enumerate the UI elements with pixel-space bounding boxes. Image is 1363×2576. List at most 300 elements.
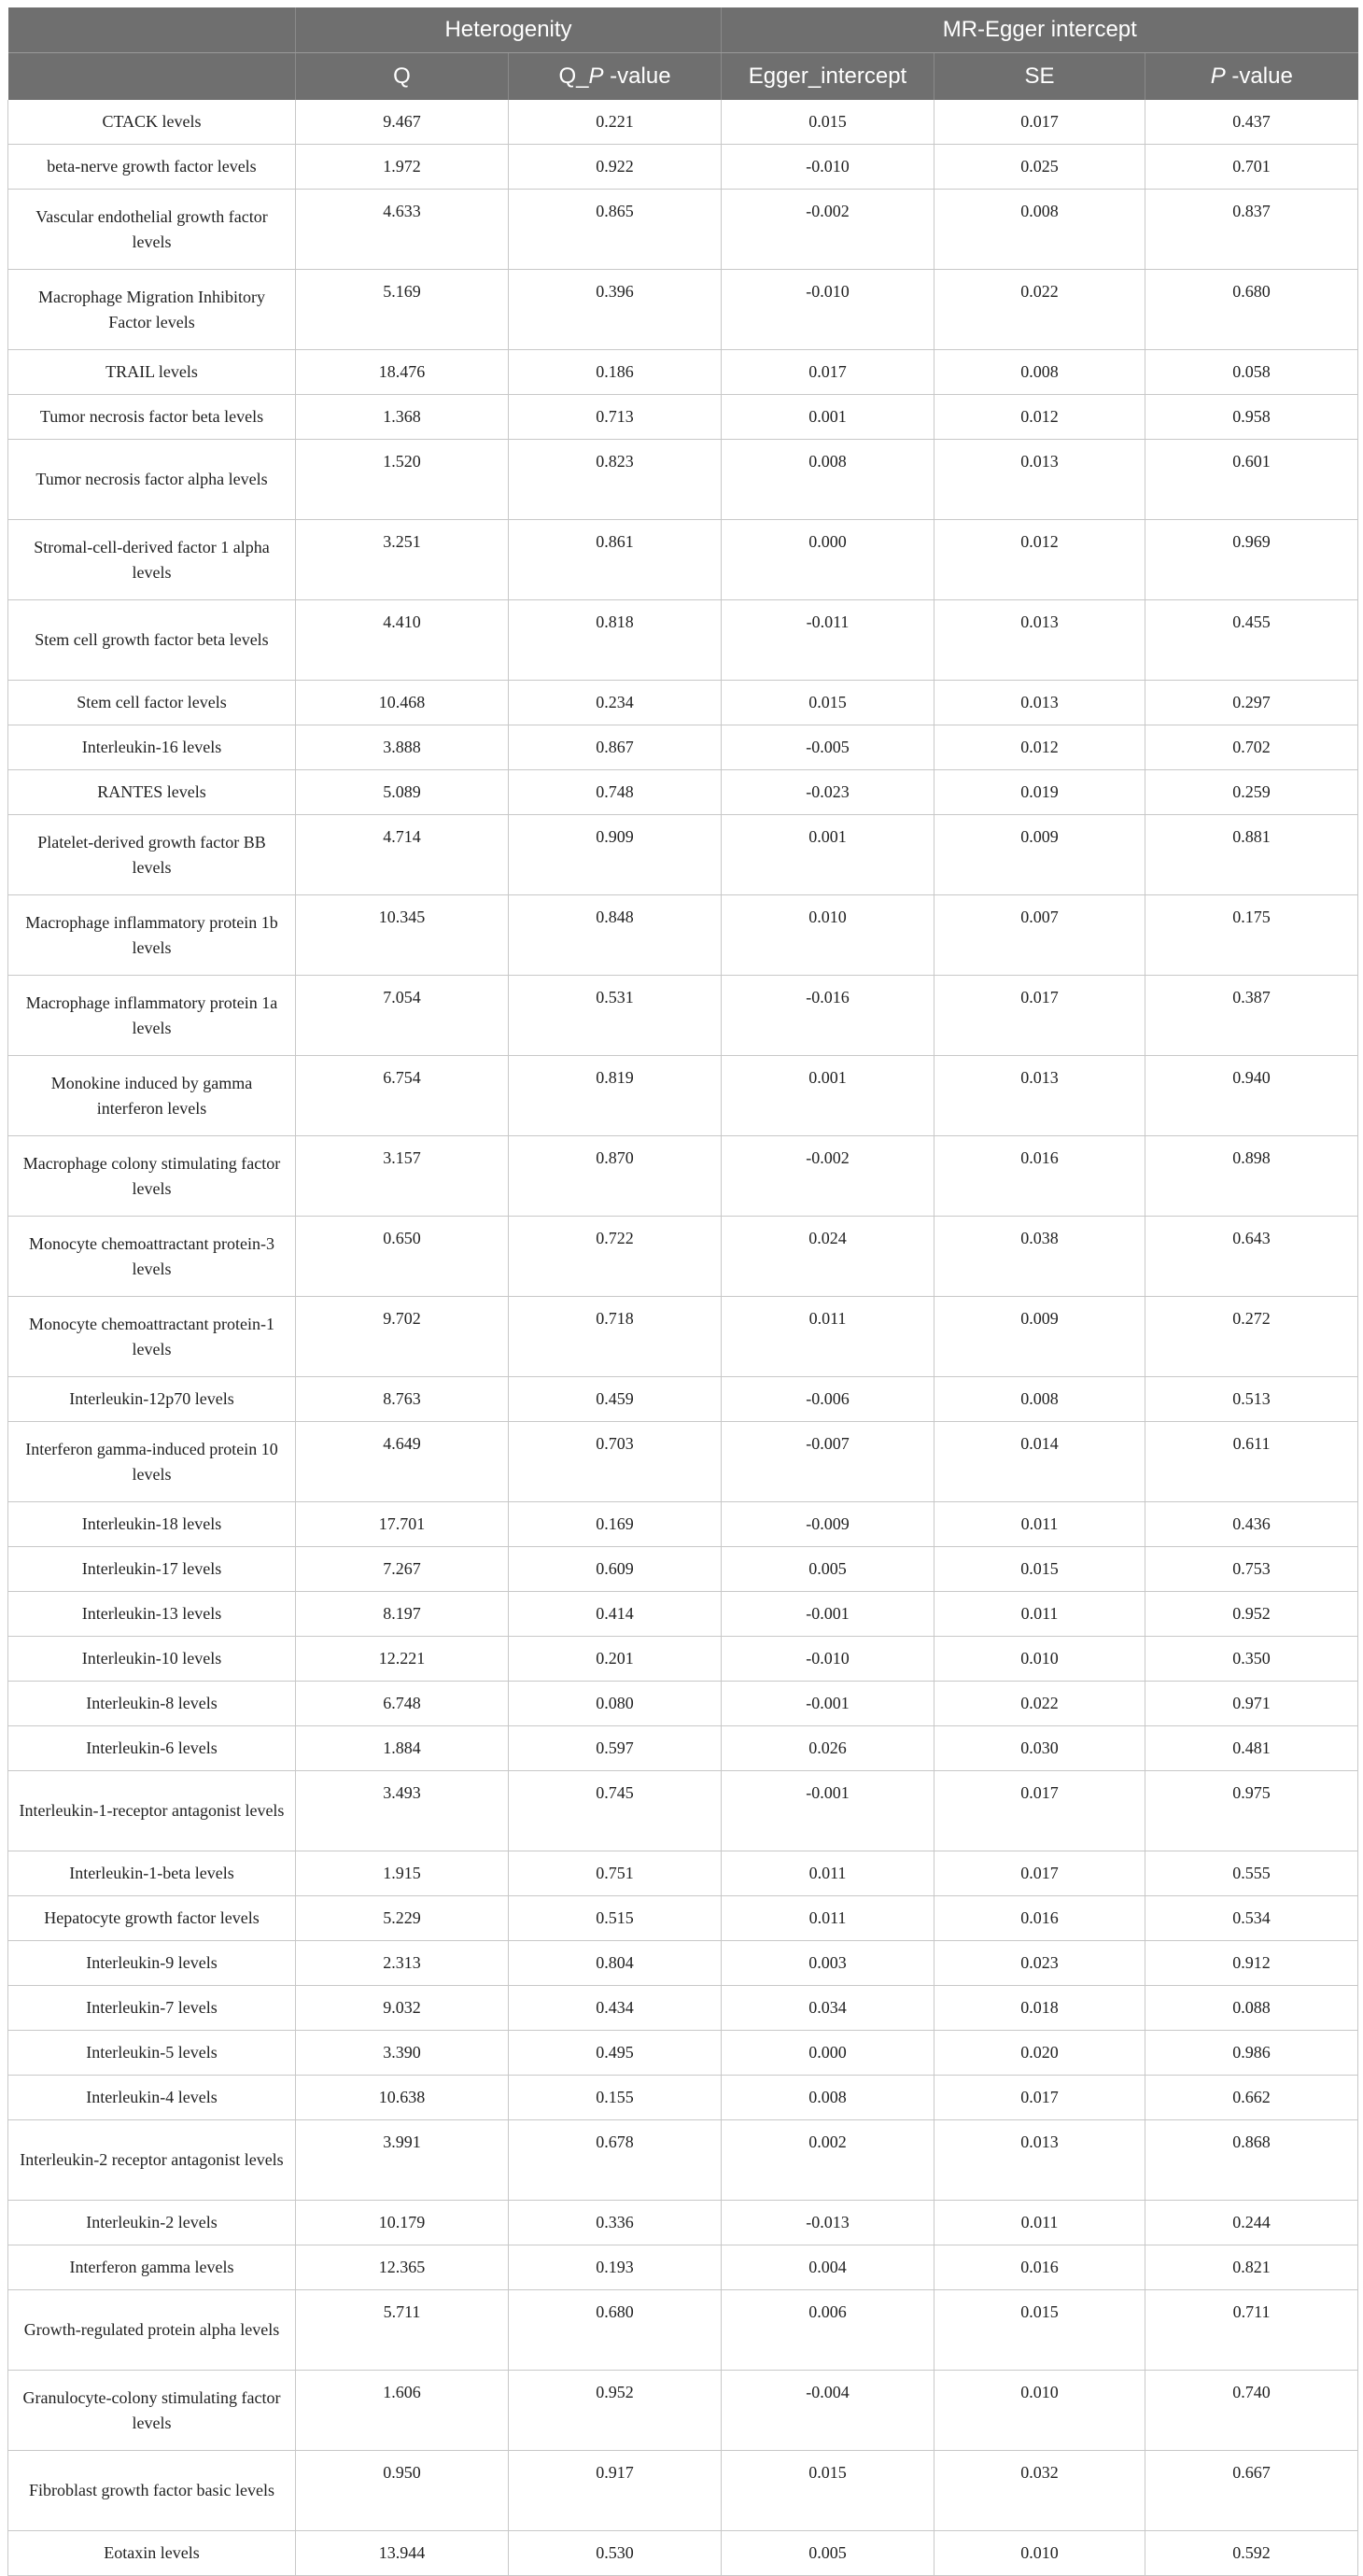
row-p-value-cell: 0.711: [1145, 2290, 1358, 2371]
row-p-value-cell: 0.971: [1145, 1682, 1358, 1726]
header-col-q-p-italic: P: [588, 63, 604, 89]
row-egger-intercept-cell: 0.001: [722, 1056, 934, 1136]
row-se-cell: 0.016: [934, 1896, 1145, 1941]
row-q-cell: 10.638: [296, 2076, 509, 2120]
row-name-cell: Platelet-derived growth factor BB levels: [8, 815, 296, 895]
row-name-cell: Interleukin-4 levels: [8, 2076, 296, 2120]
table-row: [8, 1136, 1358, 1217]
row-se-cell: 0.009: [934, 815, 1145, 895]
row-se-cell: 0.008: [934, 190, 1145, 270]
row-name-cell: beta-nerve growth factor levels: [8, 145, 296, 190]
row-name-cell: Fibroblast growth factor basic levels: [8, 2451, 296, 2531]
table-row: [8, 440, 1358, 520]
table-row: [8, 1986, 1358, 2031]
header-col-q-p-suffix: -value: [603, 63, 671, 89]
row-egger-intercept-cell: 0.017: [722, 350, 934, 395]
row-q-p-value-cell: 0.917: [509, 2451, 722, 2531]
row-egger-intercept-cell: -0.010: [722, 1637, 934, 1682]
row-name-cell: Tumor necrosis factor alpha levels: [8, 440, 296, 520]
row-name-cell: Growth-regulated protein alpha levels: [8, 2290, 296, 2371]
row-egger-intercept-cell: 0.015: [722, 2451, 934, 2531]
row-se-cell: 0.007: [934, 895, 1145, 976]
row-p-value-cell: 0.702: [1145, 725, 1358, 770]
row-se-cell: 0.018: [934, 1986, 1145, 2031]
row-se-cell: 0.017: [934, 1771, 1145, 1851]
row-name-cell: Eotaxin levels: [8, 2531, 296, 2576]
table-row: [8, 1056, 1358, 1136]
table-row: [8, 1217, 1358, 1297]
row-q-cell: 4.649: [296, 1422, 509, 1502]
table-row: [8, 2290, 1358, 2371]
row-egger-intercept-cell: 0.006: [722, 2290, 934, 2371]
row-name-cell: Interleukin-6 levels: [8, 1726, 296, 1771]
row-p-value-cell: 0.898: [1145, 1136, 1358, 1217]
table-row: [8, 1422, 1358, 1502]
row-q-p-value-cell: 0.722: [509, 1217, 722, 1297]
table-row: [8, 1297, 1358, 1377]
row-q-cell: 3.888: [296, 725, 509, 770]
row-p-value-cell: 0.643: [1145, 1217, 1358, 1297]
row-egger-intercept-cell: 0.010: [722, 895, 934, 976]
header-group-mr-egger: MR-Egger intercept: [722, 7, 1358, 53]
row-egger-intercept-cell: 0.001: [722, 815, 934, 895]
row-q-p-value-cell: 0.745: [509, 1771, 722, 1851]
row-name-cell: Interleukin-9 levels: [8, 1941, 296, 1986]
row-egger-intercept-cell: 0.003: [722, 1941, 934, 1986]
row-name-cell: Macrophage inflammatory protein 1a levels: [8, 976, 296, 1056]
row-egger-intercept-cell: 0.015: [722, 100, 934, 145]
row-se-cell: 0.038: [934, 1217, 1145, 1297]
row-q-cell: 0.950: [296, 2451, 509, 2531]
row-egger-intercept-cell: 0.011: [722, 1851, 934, 1896]
row-se-cell: 0.023: [934, 1941, 1145, 1986]
row-name-cell: TRAIL levels: [8, 350, 296, 395]
table-row: [8, 725, 1358, 770]
header-column-row: [8, 53, 1358, 101]
row-q-cell: 4.633: [296, 190, 509, 270]
row-se-cell: 0.032: [934, 2451, 1145, 2531]
row-q-p-value-cell: 0.922: [509, 145, 722, 190]
row-egger-intercept-cell: -0.006: [722, 1377, 934, 1422]
table-row: [8, 1502, 1358, 1547]
row-q-p-value-cell: 0.155: [509, 2076, 722, 2120]
row-p-value-cell: 0.297: [1145, 681, 1358, 725]
header-col-p-italic: P: [1210, 63, 1226, 89]
row-name-cell: Monokine induced by gamma interferon levels: [8, 1056, 296, 1136]
row-egger-intercept-cell: 0.011: [722, 1896, 934, 1941]
row-q-cell: 8.197: [296, 1592, 509, 1637]
row-p-value-cell: 0.958: [1145, 395, 1358, 440]
row-name-cell: Macrophage colony stimulating factor levels: [8, 1136, 296, 1217]
row-p-value-cell: 0.058: [1145, 350, 1358, 395]
row-q-cell: 6.754: [296, 1056, 509, 1136]
row-p-value-cell: 0.912: [1145, 1941, 1358, 1986]
row-q-p-value-cell: 0.396: [509, 270, 722, 350]
row-se-cell: 0.013: [934, 440, 1145, 520]
row-egger-intercept-cell: 0.026: [722, 1726, 934, 1771]
table-row: [8, 1851, 1358, 1896]
row-q-p-value-cell: 0.234: [509, 681, 722, 725]
row-name-cell: Stromal-cell-derived factor 1 alpha levels: [8, 520, 296, 600]
heterogeneity-pleiotropy-table: [7, 7, 1358, 2576]
row-q-p-value-cell: 0.597: [509, 1726, 722, 1771]
row-se-cell: 0.015: [934, 1547, 1145, 1592]
row-se-cell: 0.012: [934, 725, 1145, 770]
header-col-se: SE: [934, 53, 1145, 101]
row-se-cell: 0.025: [934, 145, 1145, 190]
row-name-cell: Interleukin-8 levels: [8, 1682, 296, 1726]
row-name-cell: Interferon gamma levels: [8, 2245, 296, 2290]
row-egger-intercept-cell: 0.001: [722, 395, 934, 440]
row-name-cell: Granulocyte-colony stimulating factor levels: [8, 2371, 296, 2451]
row-se-cell: 0.017: [934, 1851, 1145, 1896]
table-row: [8, 2076, 1358, 2120]
row-q-p-value-cell: 0.713: [509, 395, 722, 440]
row-name-cell: Monocyte chemoattractant protein-1 levels: [8, 1297, 296, 1377]
row-egger-intercept-cell: 0.002: [722, 2120, 934, 2201]
table-row: [8, 1592, 1358, 1637]
row-p-value-cell: 0.952: [1145, 1592, 1358, 1637]
row-egger-intercept-cell: -0.001: [722, 1592, 934, 1637]
row-se-cell: 0.017: [934, 100, 1145, 145]
row-egger-intercept-cell: -0.004: [722, 2371, 934, 2451]
row-se-cell: 0.013: [934, 1056, 1145, 1136]
row-egger-intercept-cell: 0.034: [722, 1986, 934, 2031]
row-name-cell: Interleukin-2 receptor antagonist levels: [8, 2120, 296, 2201]
table-row: [8, 1377, 1358, 1422]
table-row: [8, 1896, 1358, 1941]
row-q-cell: 1.368: [296, 395, 509, 440]
table-row: [8, 2371, 1358, 2451]
header-col-egger-intercept: Egger_intercept: [722, 53, 934, 101]
table-row: [8, 1941, 1358, 1986]
row-se-cell: 0.015: [934, 2290, 1145, 2371]
row-egger-intercept-cell: 0.005: [722, 1547, 934, 1592]
row-p-value-cell: 0.244: [1145, 2201, 1358, 2245]
row-name-cell: Stem cell factor levels: [8, 681, 296, 725]
row-name-cell: Vascular endothelial growth factor levels: [8, 190, 296, 270]
row-q-p-value-cell: 0.609: [509, 1547, 722, 1592]
row-q-cell: 3.493: [296, 1771, 509, 1851]
header-col-q: Q: [296, 53, 509, 101]
row-p-value-cell: 0.667: [1145, 2451, 1358, 2531]
table-row: [8, 2201, 1358, 2245]
header-col-p-suffix: -value: [1225, 63, 1293, 89]
row-se-cell: 0.012: [934, 395, 1145, 440]
row-name-cell: Interleukin-16 levels: [8, 725, 296, 770]
row-egger-intercept-cell: 0.015: [722, 681, 934, 725]
header-group-heterogenity: Heterogenity: [296, 7, 722, 53]
row-p-value-cell: 0.940: [1145, 1056, 1358, 1136]
row-egger-intercept-cell: -0.001: [722, 1771, 934, 1851]
row-p-value-cell: 0.868: [1145, 2120, 1358, 2201]
row-se-cell: 0.022: [934, 270, 1145, 350]
row-egger-intercept-cell: -0.023: [722, 770, 934, 815]
row-egger-intercept-cell: 0.008: [722, 2076, 934, 2120]
row-se-cell: 0.022: [934, 1682, 1145, 1726]
row-p-value-cell: 0.272: [1145, 1297, 1358, 1377]
table-row: [8, 350, 1358, 395]
row-q-p-value-cell: 0.434: [509, 1986, 722, 2031]
row-q-cell: 6.748: [296, 1682, 509, 1726]
row-q-cell: 7.267: [296, 1547, 509, 1592]
table-row: [8, 2451, 1358, 2531]
results-table-container: [7, 7, 1357, 2576]
table-row: [8, 395, 1358, 440]
row-q-cell: 17.701: [296, 1502, 509, 1547]
table-row: [8, 681, 1358, 725]
row-egger-intercept-cell: 0.011: [722, 1297, 934, 1377]
row-p-value-cell: 0.753: [1145, 1547, 1358, 1592]
header-col-q-p-prefix: Q_: [558, 63, 589, 89]
row-q-cell: 7.054: [296, 976, 509, 1056]
row-se-cell: 0.012: [934, 520, 1145, 600]
row-q-p-value-cell: 0.819: [509, 1056, 722, 1136]
row-q-cell: 1.972: [296, 145, 509, 190]
row-egger-intercept-cell: -0.013: [722, 2201, 934, 2245]
row-se-cell: 0.013: [934, 600, 1145, 681]
table-row: [8, 600, 1358, 681]
row-name-cell: Monocyte chemoattractant protein-3 levels: [8, 1217, 296, 1297]
row-se-cell: 0.013: [934, 2120, 1145, 2201]
row-p-value-cell: 0.680: [1145, 270, 1358, 350]
row-se-cell: 0.010: [934, 2371, 1145, 2451]
row-se-cell: 0.011: [934, 1592, 1145, 1637]
row-q-cell: 3.157: [296, 1136, 509, 1217]
row-name-cell: Interleukin-18 levels: [8, 1502, 296, 1547]
row-q-cell: 13.944: [296, 2531, 509, 2576]
row-egger-intercept-cell: -0.011: [722, 600, 934, 681]
header-col-q-p-value: [509, 53, 722, 101]
row-q-cell: 4.410: [296, 600, 509, 681]
row-q-p-value-cell: 0.169: [509, 1502, 722, 1547]
row-p-value-cell: 0.601: [1145, 440, 1358, 520]
row-q-p-value-cell: 0.823: [509, 440, 722, 520]
row-q-p-value-cell: 0.870: [509, 1136, 722, 1217]
table-row: [8, 976, 1358, 1056]
row-egger-intercept-cell: -0.002: [722, 1136, 934, 1217]
row-q-p-value-cell: 0.221: [509, 100, 722, 145]
row-p-value-cell: 0.481: [1145, 1726, 1358, 1771]
row-q-cell: 10.468: [296, 681, 509, 725]
row-q-p-value-cell: 0.680: [509, 2290, 722, 2371]
row-p-value-cell: 0.350: [1145, 1637, 1358, 1682]
row-q-cell: 3.390: [296, 2031, 509, 2076]
row-egger-intercept-cell: 0.004: [722, 2245, 934, 2290]
row-se-cell: 0.017: [934, 2076, 1145, 2120]
row-p-value-cell: 0.821: [1145, 2245, 1358, 2290]
row-q-p-value-cell: 0.193: [509, 2245, 722, 2290]
row-p-value-cell: 0.259: [1145, 770, 1358, 815]
row-name-cell: Interleukin-1-receptor antagonist levels: [8, 1771, 296, 1851]
row-se-cell: 0.010: [934, 1637, 1145, 1682]
row-q-cell: 10.179: [296, 2201, 509, 2245]
row-se-cell: 0.020: [934, 2031, 1145, 2076]
table-row: [8, 190, 1358, 270]
table-row: [8, 1637, 1358, 1682]
row-p-value-cell: 0.969: [1145, 520, 1358, 600]
row-egger-intercept-cell: 0.024: [722, 1217, 934, 1297]
row-q-p-value-cell: 0.495: [509, 2031, 722, 2076]
row-egger-intercept-cell: -0.010: [722, 270, 934, 350]
row-egger-intercept-cell: -0.010: [722, 145, 934, 190]
row-se-cell: 0.019: [934, 770, 1145, 815]
row-p-value-cell: 0.455: [1145, 600, 1358, 681]
header-group-row: [8, 7, 1358, 53]
row-q-cell: 2.313: [296, 1941, 509, 1986]
row-q-cell: 8.763: [296, 1377, 509, 1422]
row-q-p-value-cell: 0.531: [509, 976, 722, 1056]
row-name-cell: Interleukin-5 levels: [8, 2031, 296, 2076]
row-q-p-value-cell: 0.336: [509, 2201, 722, 2245]
table-row: [8, 100, 1358, 145]
row-name-cell: Interleukin-17 levels: [8, 1547, 296, 1592]
row-name-cell: Interleukin-13 levels: [8, 1592, 296, 1637]
row-q-cell: 12.365: [296, 2245, 509, 2290]
row-q-p-value-cell: 0.201: [509, 1637, 722, 1682]
row-q-p-value-cell: 0.459: [509, 1377, 722, 1422]
row-q-p-value-cell: 0.818: [509, 600, 722, 681]
row-egger-intercept-cell: -0.002: [722, 190, 934, 270]
row-q-p-value-cell: 0.867: [509, 725, 722, 770]
row-se-cell: 0.016: [934, 1136, 1145, 1217]
row-q-cell: 18.476: [296, 350, 509, 395]
row-egger-intercept-cell: -0.007: [722, 1422, 934, 1502]
row-p-value-cell: 0.513: [1145, 1377, 1358, 1422]
row-se-cell: 0.011: [934, 1502, 1145, 1547]
row-q-p-value-cell: 0.751: [509, 1851, 722, 1896]
row-q-cell: 3.251: [296, 520, 509, 600]
row-name-cell: RANTES levels: [8, 770, 296, 815]
row-p-value-cell: 0.881: [1145, 815, 1358, 895]
row-q-p-value-cell: 0.678: [509, 2120, 722, 2201]
row-name-cell: Interleukin-1-beta levels: [8, 1851, 296, 1896]
row-name-cell: Interleukin-2 levels: [8, 2201, 296, 2245]
row-p-value-cell: 0.662: [1145, 2076, 1358, 2120]
row-q-cell: 12.221: [296, 1637, 509, 1682]
row-q-p-value-cell: 0.515: [509, 1896, 722, 1941]
row-q-cell: 5.089: [296, 770, 509, 815]
row-name-cell: Hepatocyte growth factor levels: [8, 1896, 296, 1941]
row-q-p-value-cell: 0.718: [509, 1297, 722, 1377]
row-name-cell: Interleukin-10 levels: [8, 1637, 296, 1682]
table-row: [8, 2031, 1358, 2076]
table-row: [8, 1547, 1358, 1592]
row-q-p-value-cell: 0.414: [509, 1592, 722, 1637]
row-p-value-cell: 0.437: [1145, 100, 1358, 145]
row-name-cell: Interferon gamma-induced protein 10 levels: [8, 1422, 296, 1502]
table-row: [8, 770, 1358, 815]
row-p-value-cell: 0.534: [1145, 1896, 1358, 1941]
row-name-cell: Interleukin-12p70 levels: [8, 1377, 296, 1422]
row-q-cell: 3.991: [296, 2120, 509, 2201]
row-p-value-cell: 0.387: [1145, 976, 1358, 1056]
row-se-cell: 0.008: [934, 1377, 1145, 1422]
row-egger-intercept-cell: 0.000: [722, 2031, 934, 2076]
row-q-p-value-cell: 0.861: [509, 520, 722, 600]
table-body: [8, 100, 1358, 2576]
row-q-p-value-cell: 0.748: [509, 770, 722, 815]
row-se-cell: 0.017: [934, 976, 1145, 1056]
row-q-cell: 9.467: [296, 100, 509, 145]
row-egger-intercept-cell: 0.005: [722, 2531, 934, 2576]
row-egger-intercept-cell: 0.008: [722, 440, 934, 520]
table-row: [8, 1726, 1358, 1771]
row-q-cell: 9.032: [296, 1986, 509, 2031]
table-row: [8, 815, 1358, 895]
header-empty-cell: [8, 7, 296, 53]
row-se-cell: 0.013: [934, 681, 1145, 725]
table-header: [8, 7, 1358, 100]
row-p-value-cell: 0.986: [1145, 2031, 1358, 2076]
header-name-cell: [8, 53, 296, 101]
table-row: [8, 895, 1358, 976]
row-egger-intercept-cell: -0.016: [722, 976, 934, 1056]
row-q-p-value-cell: 0.530: [509, 2531, 722, 2576]
row-q-cell: 5.229: [296, 1896, 509, 1941]
row-name-cell: Macrophage inflammatory protein 1b levels: [8, 895, 296, 976]
row-p-value-cell: 0.088: [1145, 1986, 1358, 2031]
table-row: [8, 520, 1358, 600]
row-p-value-cell: 0.740: [1145, 2371, 1358, 2451]
row-name-cell: Stem cell growth factor beta levels: [8, 600, 296, 681]
table-row: [8, 145, 1358, 190]
row-q-cell: 9.702: [296, 1297, 509, 1377]
table-row: [8, 2245, 1358, 2290]
row-egger-intercept-cell: -0.009: [722, 1502, 934, 1547]
row-q-cell: 1.884: [296, 1726, 509, 1771]
row-egger-intercept-cell: -0.001: [722, 1682, 934, 1726]
row-q-p-value-cell: 0.909: [509, 815, 722, 895]
row-p-value-cell: 0.975: [1145, 1771, 1358, 1851]
row-se-cell: 0.014: [934, 1422, 1145, 1502]
row-q-p-value-cell: 0.952: [509, 2371, 722, 2451]
table-row: [8, 2531, 1358, 2576]
row-q-cell: 1.915: [296, 1851, 509, 1896]
row-se-cell: 0.008: [934, 350, 1145, 395]
row-se-cell: 0.011: [934, 2201, 1145, 2245]
row-q-cell: 1.606: [296, 2371, 509, 2451]
row-se-cell: 0.016: [934, 2245, 1145, 2290]
table-row: [8, 270, 1358, 350]
row-q-p-value-cell: 0.865: [509, 190, 722, 270]
row-q-p-value-cell: 0.703: [509, 1422, 722, 1502]
row-p-value-cell: 0.837: [1145, 190, 1358, 270]
row-p-value-cell: 0.592: [1145, 2531, 1358, 2576]
row-egger-intercept-cell: -0.005: [722, 725, 934, 770]
row-se-cell: 0.009: [934, 1297, 1145, 1377]
table-row: [8, 1771, 1358, 1851]
row-p-value-cell: 0.701: [1145, 145, 1358, 190]
row-q-p-value-cell: 0.804: [509, 1941, 722, 1986]
row-q-cell: 10.345: [296, 895, 509, 976]
row-q-cell: 5.711: [296, 2290, 509, 2371]
header-col-p-value: [1145, 53, 1358, 101]
row-q-p-value-cell: 0.186: [509, 350, 722, 395]
row-egger-intercept-cell: 0.000: [722, 520, 934, 600]
row-p-value-cell: 0.611: [1145, 1422, 1358, 1502]
row-q-cell: 1.520: [296, 440, 509, 520]
row-name-cell: CTACK levels: [8, 100, 296, 145]
table-row: [8, 2120, 1358, 2201]
row-p-value-cell: 0.555: [1145, 1851, 1358, 1896]
row-p-value-cell: 0.175: [1145, 895, 1358, 976]
row-name-cell: Macrophage Migration Inhibitory Factor levels: [8, 270, 296, 350]
row-se-cell: 0.030: [934, 1726, 1145, 1771]
row-q-p-value-cell: 0.848: [509, 895, 722, 976]
row-q-cell: 4.714: [296, 815, 509, 895]
row-se-cell: 0.010: [934, 2531, 1145, 2576]
